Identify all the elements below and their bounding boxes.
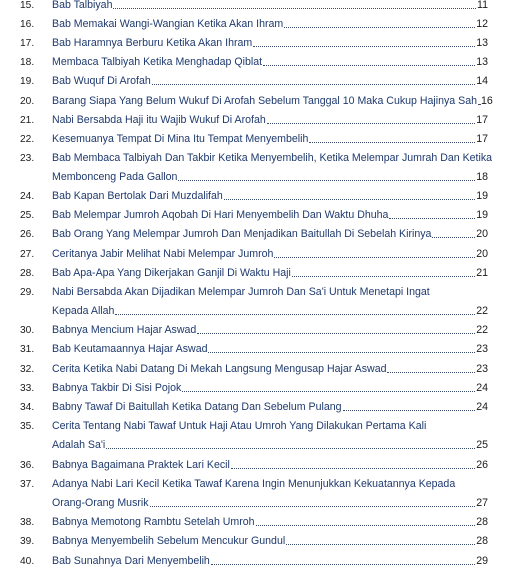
toc-entry-line xyxy=(0,187,512,206)
toc-entry-fill xyxy=(52,72,488,91)
dot-leader xyxy=(478,92,480,105)
dot-leader xyxy=(284,15,475,28)
toc-entry-page-number: 24 xyxy=(476,382,488,394)
toc-entry-line xyxy=(0,111,512,130)
toc-entry-page-number: 22 xyxy=(476,305,488,317)
toc-entry-title: Bab Membaca Talbiyah Dan Takbir Ketika Menyembelih, Ketika Melempar Jumrah Dan Ketika xyxy=(52,152,493,164)
toc-entry-line xyxy=(0,456,512,475)
toc-entry-title: Bab Memakai Wangi-Wangian Ketika Akan Ihram xyxy=(52,18,284,30)
toc-entry-line xyxy=(0,475,512,494)
toc-entry-number: 28. xyxy=(20,268,35,279)
toc-entry-fill xyxy=(52,379,488,398)
dot-leader xyxy=(256,513,476,526)
toc-entry-title: Babnya Memotong Rambtu Setelah Umroh xyxy=(52,516,255,528)
toc-entry-fill xyxy=(52,436,488,455)
dot-leader xyxy=(231,456,475,469)
toc-entry-title: Nabi Bersabda Haji itu Wajib Wukuf Di Arofah xyxy=(52,114,266,126)
dot-leader xyxy=(115,302,475,315)
dot-leader xyxy=(432,225,475,238)
toc-entry-page-number: 19 xyxy=(476,190,488,202)
toc-entry-line xyxy=(0,513,512,532)
toc-entry-page-number: 14 xyxy=(476,75,488,87)
toc-entry-page-number: 24 xyxy=(476,401,488,413)
dot-leader xyxy=(274,245,475,258)
toc-entry-line xyxy=(0,53,512,72)
toc-entry-title: Bab Wuquf Di Arofah xyxy=(52,75,151,87)
dot-leader xyxy=(286,532,475,545)
toc-entry-title: Nabi Bersabda Akan Dijadikan Melempar Jumroh Dan Sa'i Untuk Menetapi Ingat xyxy=(52,286,430,298)
toc-entry-line xyxy=(0,264,512,283)
toc-entry-line xyxy=(0,340,512,360)
toc-entry-page-number: 28 xyxy=(476,516,488,528)
toc-entry-number: 26. xyxy=(20,229,35,240)
toc-entry-title: Bab Sunahnya Dari Menyembelih xyxy=(52,555,210,567)
toc-entry-page-number: 20 xyxy=(476,248,488,260)
toc-entry-page-number: 17 xyxy=(476,114,488,126)
toc-entry-fill xyxy=(52,532,488,551)
toc-entry-line xyxy=(0,168,512,187)
toc-entry-fill xyxy=(52,92,493,111)
toc-entry-line xyxy=(0,379,512,398)
toc-entry-fill xyxy=(52,398,488,417)
toc-entry-number: 18. xyxy=(20,57,35,68)
toc-entry-number: 22. xyxy=(20,134,35,145)
toc-entry-line xyxy=(0,15,512,34)
toc-entry-page-number: 23 xyxy=(476,343,488,355)
dot-leader xyxy=(182,379,475,392)
toc-entry-line xyxy=(0,206,512,225)
toc-entry-page-number: 22 xyxy=(476,324,488,336)
toc-entry-fill xyxy=(52,456,488,475)
toc-entry-fill xyxy=(52,475,455,494)
toc-entry-line xyxy=(0,532,512,552)
toc-entry-title: Kepada Allah xyxy=(52,305,115,317)
toc-entry-page-number: 13 xyxy=(476,56,488,68)
toc-entry-fill xyxy=(52,168,488,187)
toc-entry-page-number: 27 xyxy=(476,497,488,509)
toc-entry-page-number: 29 xyxy=(476,555,488,567)
toc-entry-title: Ceritanya Jabir Melihat Nabi Melempar Jumroh xyxy=(52,248,274,260)
dot-leader xyxy=(106,436,475,449)
toc-entry-fill xyxy=(52,34,488,53)
toc-entry-number: 16. xyxy=(20,19,35,30)
toc-entry-fill xyxy=(52,149,492,168)
toc-entry-line xyxy=(0,72,512,92)
toc-entry-title: Adalah Sa'i xyxy=(52,439,106,451)
toc-entry-line xyxy=(0,398,512,417)
toc-entry-page-number: 23 xyxy=(476,363,488,375)
toc-entry-fill xyxy=(52,15,488,34)
toc-entry-line xyxy=(0,0,512,15)
dot-leader xyxy=(253,34,475,47)
toc-entry-line xyxy=(0,225,512,245)
toc-entry-number: 29. xyxy=(20,287,35,298)
toc-entry-fill xyxy=(52,283,430,302)
toc-entry-line xyxy=(0,34,512,53)
toc-entry-title: Cerita Tentang Nabi Tawaf Untuk Haji Atau Umroh Yang Dilakukan Pertama Kali xyxy=(52,420,427,432)
dot-leader xyxy=(208,340,475,353)
toc-entry-fill xyxy=(52,206,488,225)
toc-entry-title: Bab Apa-Apa Yang Dikerjakan Ganjil Di Waktu Haji xyxy=(52,267,291,279)
toc-entry-number: 34. xyxy=(20,402,35,413)
toc-entry-page-number: 17 xyxy=(476,133,488,145)
toc-entry-number: 30. xyxy=(20,325,35,336)
toc-entry-number: 24. xyxy=(20,191,35,202)
toc-entry-title: Membonceng Pada Gallon xyxy=(52,171,178,183)
toc-entry-title: Cerita Ketika Nabi Datang Di Mekah Langsung Mengusap Hajar Aswad xyxy=(52,363,387,375)
toc-entry-fill xyxy=(52,340,488,359)
toc-entry-title: Babnya Takbir Di Sisi Pojok xyxy=(52,382,182,394)
toc-entry-title: Bab Orang Yang Melempar Jumroh Dan Menjadikan Baitullah Di Sebelah Kirinya xyxy=(52,228,432,240)
toc-entry-page-number: 28 xyxy=(476,535,488,547)
toc-entry-page-number: 25 xyxy=(476,439,488,451)
toc-entry-title: Bab Kapan Bertolak Dari Muzdalifah xyxy=(52,190,223,202)
dot-leader xyxy=(263,53,475,66)
toc-entry-title: Kesemuanya Tempat Di Mina Itu Tempat Menyembelih xyxy=(52,133,309,145)
dot-leader xyxy=(387,360,475,373)
toc-entry-fill xyxy=(52,111,488,130)
toc-entry-fill xyxy=(52,494,488,513)
toc-entry-number: 15. xyxy=(20,0,35,11)
toc-entry-title: Bab Talbiyah xyxy=(52,0,113,11)
dot-leader xyxy=(113,0,476,9)
toc-entry-number: 19. xyxy=(20,76,35,87)
toc-entry-page-number: 19 xyxy=(476,209,488,221)
dot-leader xyxy=(309,130,475,143)
toc-entry-page-number: 16 xyxy=(481,95,493,107)
toc-entry-number: 21. xyxy=(20,115,35,126)
dot-leader xyxy=(197,321,475,334)
dot-leader xyxy=(389,206,475,219)
toc-entry-line xyxy=(0,321,512,340)
toc-entry-fill xyxy=(52,0,488,15)
toc-entry-line xyxy=(0,360,512,379)
toc-entry-fill xyxy=(52,302,488,321)
toc-entry-fill xyxy=(52,53,488,72)
toc-entry-fill xyxy=(52,130,488,149)
toc-entry-title: Babnya Menyembelih Sebelum Mencukur Gundul xyxy=(52,535,286,547)
toc-entry-number: 38. xyxy=(20,517,35,528)
toc-entry-title: Bab Haramnya Berburu Ketika Akan Ihram xyxy=(52,37,253,49)
toc-entry-page-number: 20 xyxy=(476,228,488,240)
toc-entry-number: 27. xyxy=(20,249,35,260)
toc-entry-fill xyxy=(52,417,426,436)
toc-entry-fill xyxy=(52,360,488,379)
toc-entry-number: 23. xyxy=(20,153,35,164)
toc-entry-line xyxy=(0,245,512,264)
toc-entry-line xyxy=(0,149,512,168)
toc-entry-fill xyxy=(52,552,488,571)
toc-entry-number: 17. xyxy=(20,38,35,49)
toc-entry-title: Barang Siapa Yang Belum Wukuf Di Arofah Sebelum Tanggal 10 Maka Cukup Hajinya Sah xyxy=(52,95,477,107)
toc-entry-fill xyxy=(52,245,488,264)
toc-entry-title: Adanya Nabi Lari Kecil Ketika Tawaf Karena Ingin Menunjukkan Kekuatannya Kepada xyxy=(52,478,456,490)
toc-entry-line xyxy=(0,552,512,571)
toc-entry-title: Bab Melempar Jumroh Aqobah Di Hari Menyembelih Dan Waktu Dhuha xyxy=(52,209,389,221)
toc-entry-line xyxy=(0,494,512,513)
toc-entry-fill xyxy=(52,321,488,340)
dot-leader xyxy=(224,187,475,200)
dot-leader xyxy=(211,552,475,565)
toc-entry-number: 39. xyxy=(20,536,35,547)
toc-entry-page-number: 18 xyxy=(476,171,488,183)
toc-entry-number: 33. xyxy=(20,383,35,394)
toc-entry-number: 36. xyxy=(20,460,35,471)
dot-leader xyxy=(343,398,476,411)
dot-leader xyxy=(178,168,475,181)
dot-leader xyxy=(152,72,475,85)
toc-entry-number: 25. xyxy=(20,210,35,221)
toc-entry-line xyxy=(0,436,512,456)
toc-entry-fill xyxy=(52,225,488,244)
toc-entry-line xyxy=(0,92,512,111)
toc-entry-fill xyxy=(52,513,488,532)
dot-leader xyxy=(292,264,475,277)
toc-entry-title: Membaca Talbiyah Ketika Menghadap Qiblat xyxy=(52,56,263,68)
toc-entry-page-number: 11 xyxy=(477,0,488,11)
toc-entry-page-number: 13 xyxy=(476,37,488,49)
toc-entry-title: Orang-Orang Musrik xyxy=(52,497,149,509)
toc-entry-number: 32. xyxy=(20,364,35,375)
toc-entry-fill xyxy=(52,264,488,283)
toc-entry-number: 40. xyxy=(20,556,35,567)
toc-entry-line xyxy=(0,302,512,321)
toc-entry-number: 31. xyxy=(20,344,35,355)
toc-entry-page-number: 12 xyxy=(476,18,488,30)
toc-entry-line xyxy=(0,130,512,149)
toc-entry-title: Bab Keutamaannya Hajar Aswad xyxy=(52,343,208,355)
toc-entry-page-number: 21 xyxy=(476,267,488,279)
toc-entry-line xyxy=(0,417,512,436)
toc-entry-number: 35. xyxy=(20,421,35,432)
toc-entry-title: Babnya Mencium Hajar Aswad xyxy=(52,324,197,336)
dot-leader xyxy=(150,494,476,507)
toc-entry-number: 20. xyxy=(20,96,35,107)
toc-entry-number: 37. xyxy=(20,479,35,490)
toc-entry-line xyxy=(0,283,512,302)
toc-entry-page-number: 26 xyxy=(476,459,488,471)
toc-entry-title: Babny Tawaf Di Baitullah Ketika Datang Dan Sebelum Pulang xyxy=(52,401,342,413)
toc-entry-fill xyxy=(52,187,488,206)
toc-entry-title: Babnya Bagaimana Praktek Lari Kecil xyxy=(52,459,230,471)
dot-leader xyxy=(267,111,475,124)
